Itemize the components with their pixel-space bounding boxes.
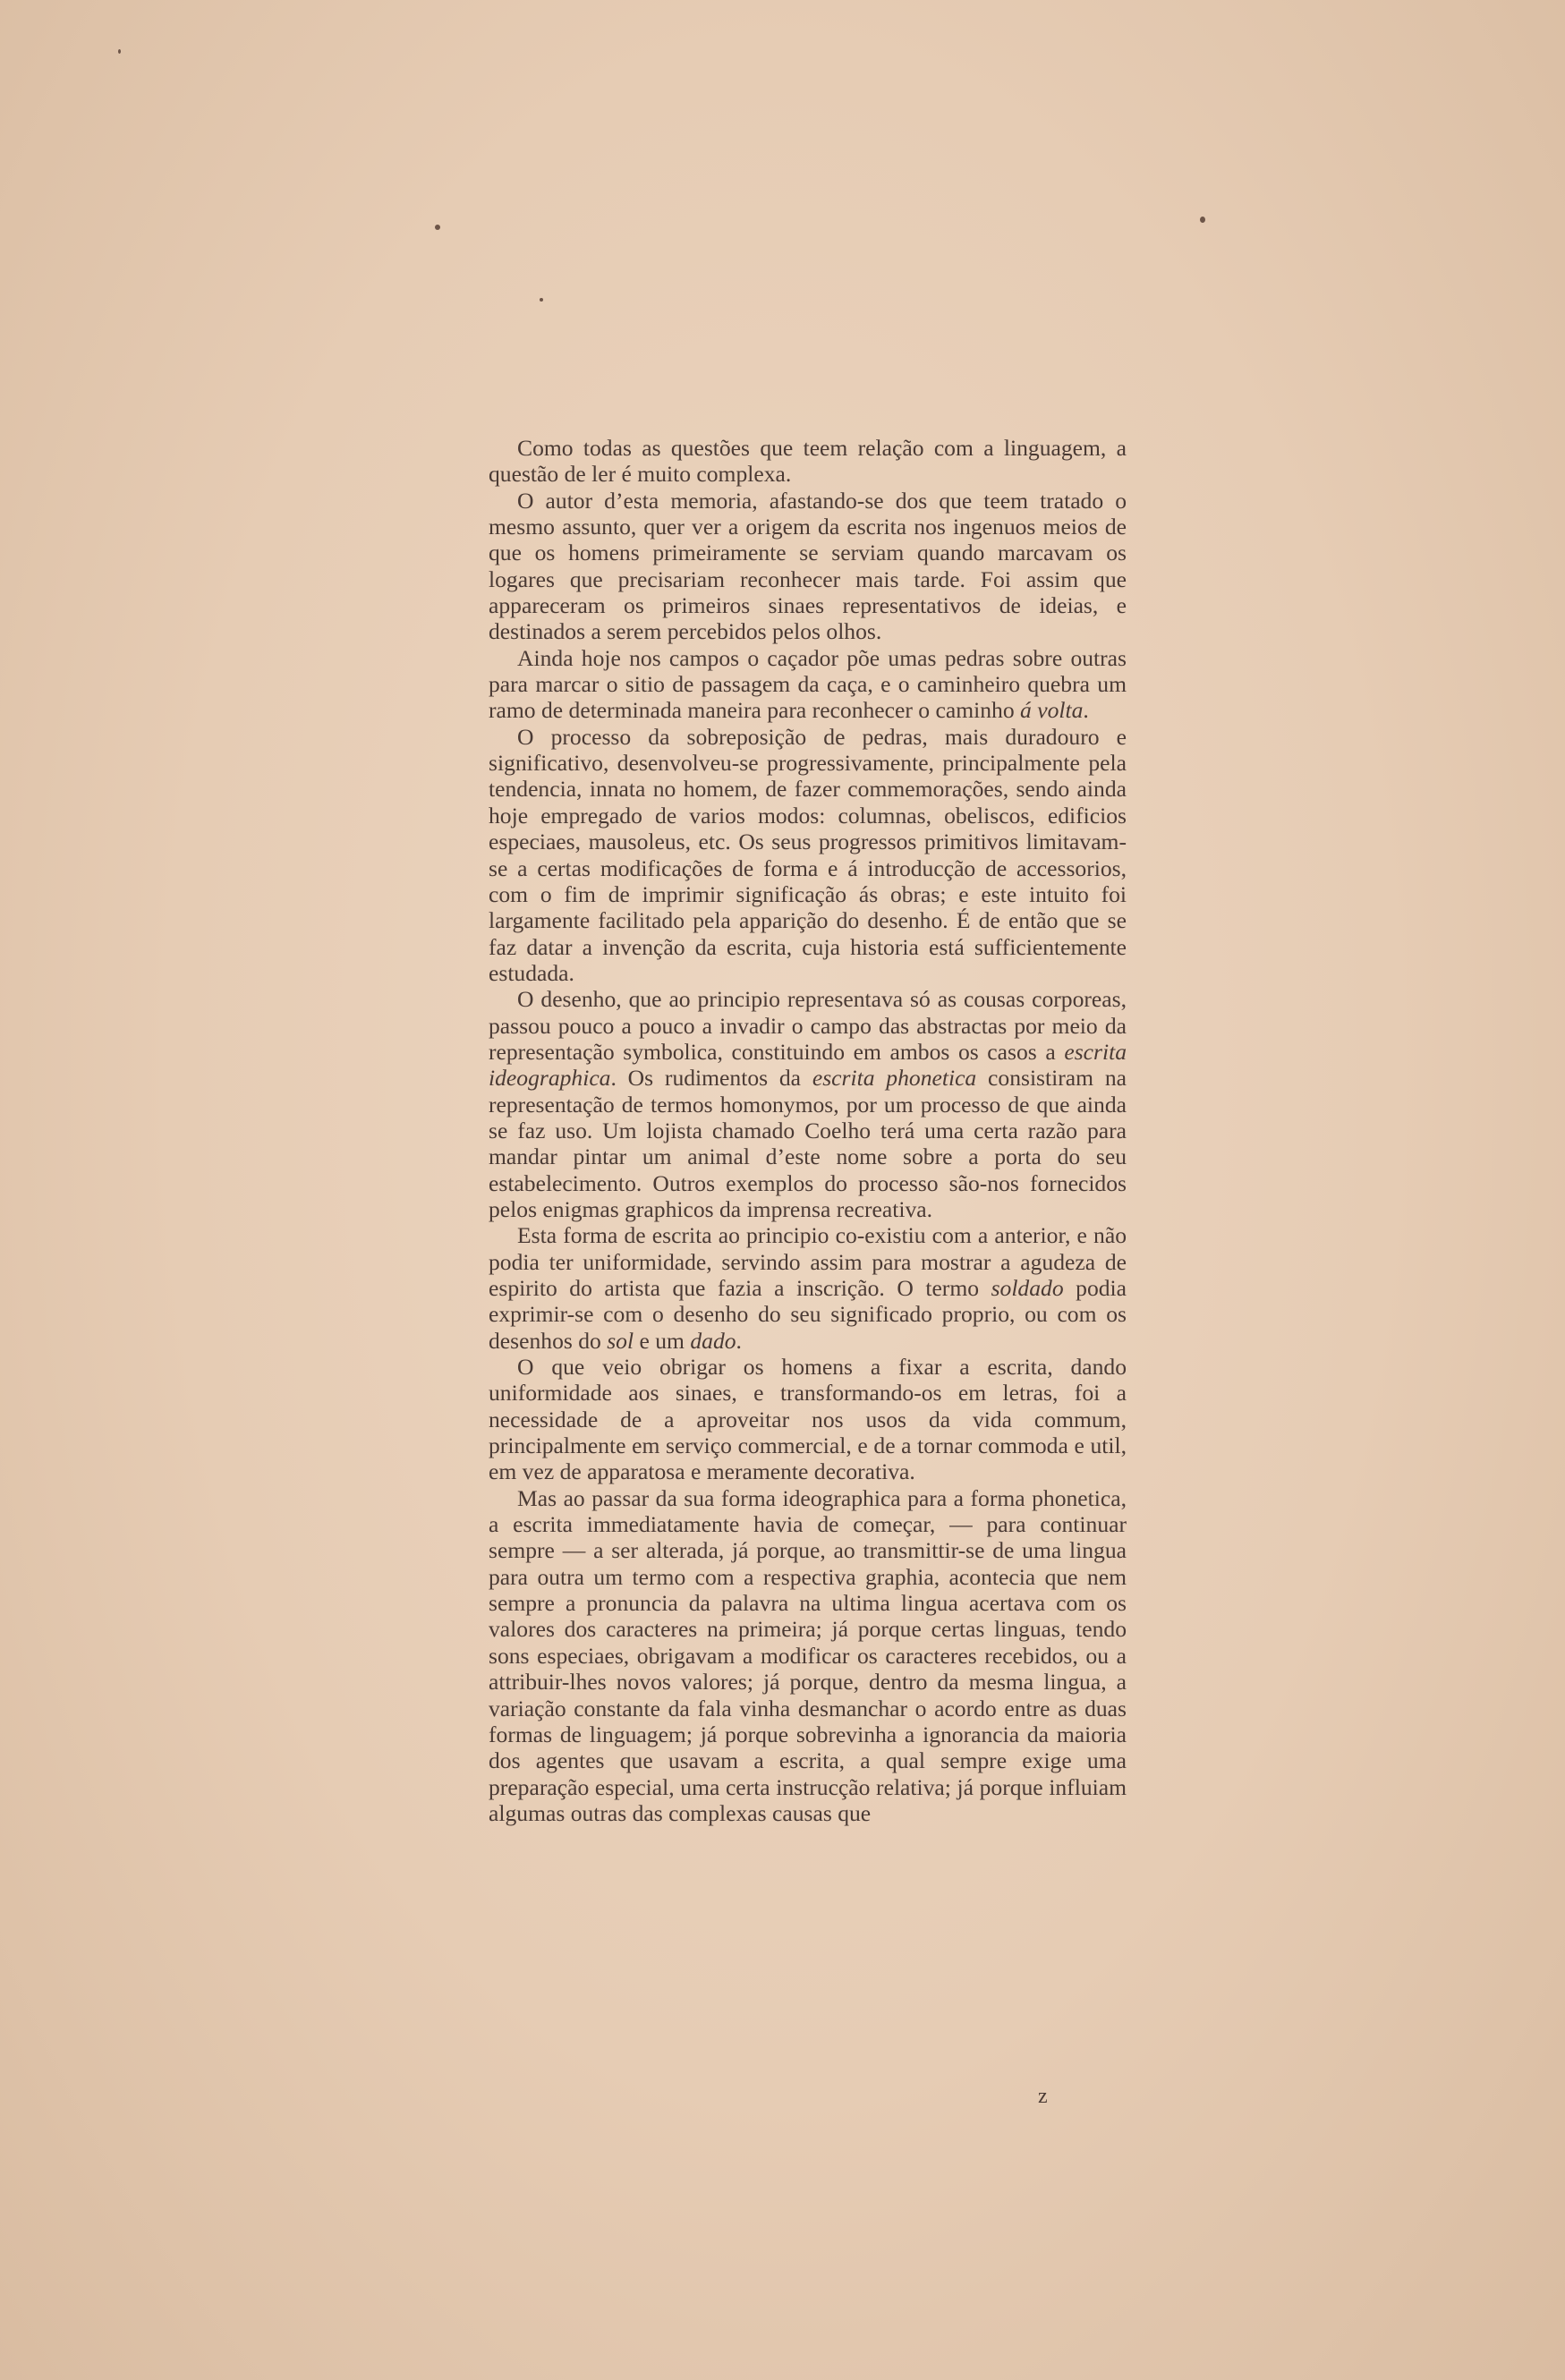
italic-term: dado xyxy=(690,1327,736,1354)
text-run: . xyxy=(736,1327,742,1354)
paragraph xyxy=(489,1222,1127,1354)
paper-speck xyxy=(118,49,121,54)
text-run: Como todas as questões que teem relação com a linguagem, a questão de ler é muito complexa. xyxy=(489,435,1127,488)
text-run: O autor d’esta memoria, afastando-se dos que teem tratado o mesmo assunto, quer ver a origem da escrita nos ingenuos meios de que os homens primeiramente se serviam quando marcavam os logares que precisariam reconhecer mais tarde. Foi assim que appareceram os primeiros sinaes representativos de ideias, e destinados a serem percebidos pelos olhos. xyxy=(489,487,1127,645)
paragraph xyxy=(489,986,1127,1222)
italic-term: soldado xyxy=(991,1275,1064,1301)
italic-term: sol xyxy=(607,1327,634,1354)
text-run: . xyxy=(1083,697,1089,724)
text-run: . Os rudimentos da xyxy=(610,1065,812,1092)
paragraph xyxy=(489,724,1127,986)
paper-speck xyxy=(1200,217,1205,223)
paragraph xyxy=(489,645,1127,724)
text-run: e um xyxy=(634,1327,691,1354)
text-run: Ainda hoje nos campos o caçador põe umas pedras sobre outras para marcar o sitio de passagem da caça, e o caminheiro quebra um ramo de determinada maneira para reconhecer o caminho xyxy=(489,644,1127,724)
text-run: Esta forma de escrita ao principio co-existiu com a anterior, e não podia ter uniformidade, servindo assim para mostrar a agudeza de espirito do artista que fazia a inscrição. O termo xyxy=(489,1222,1127,1301)
italic-term: escrita ideographica xyxy=(489,1038,1127,1092)
italic-term: á volta xyxy=(1020,697,1084,724)
text-run: consistiram na representação de termos homonymos, por um processo de que ainda se faz uso. Um lojista chamado Coelho terá uma certa razão para mandar pintar um animal d’este nome sobre a porta do seu estabelecimento. Outros exemplos do processo são-nos fornecidos pelos enigmas graphicos da imprensa recreativa. xyxy=(489,1065,1127,1222)
text-run: podia exprimir-se com o desenho do seu significado proprio, ou com os desenhos do xyxy=(489,1275,1127,1354)
page-signature: z xyxy=(1038,2085,1048,2108)
italic-term: escrita phonetica xyxy=(812,1065,977,1092)
text-run: Mas ao passar da sua forma ideographica para a forma phonetica, a escrita immediatamente havia de começar, — para continuar sempre — a ser alterada, já porque, ao transmittir-se de uma lingua para outra um termo com a respectiva graphia, acontecia que nem sempre a pronuncia da palavra na ultima lingua acertava com os valores dos caracteres na primeira; já porque certas linguas, tendo sons especiaes, obrigavam a modificar os caracteres recebidos, ou a attribuir-lhes novos valores; já porque, dentro da mesma lingua, a variação constante da fala vinha desmanchar o acordo entre as duas formas de linguagem; já porque sobrevinha a ignorancia da maioria dos agentes que usavam a escrita, a qual sempre exige uma preparação especial, uma certa instrucção relativa; já porque influiam algumas outras das complexas causas que xyxy=(489,1484,1127,1826)
paragraph xyxy=(489,1354,1127,1485)
paragraph xyxy=(489,488,1127,645)
body-text xyxy=(489,435,1127,1826)
text-run: O que veio obrigar os homens a fixar a escrita, dando uniformidade aos sinaes, e transformando-os em letras, foi a necessidade de a aproveitar nos usos da vida commum, principalmente em serviço commercial, e de a tornar commoda e util, em vez de apparatosa e meramente decorativa. xyxy=(489,1354,1127,1485)
text-run: O processo da sobreposição de pedras, mais duradouro e significativo, desenvolveu-se progressivamente, principalmente pela tendencia, innata no homem, de fazer commemorações, sendo ainda hoje empregado de varios modos: columnas, obeliscos, edificios especiaes, mausoleus, etc. Os seus progressos primitivos limitavam-se a certas modificações de forma e á introducção de accessorios, com o fim de imprimir significação ás obras; e este intuito foi largamente facilitado pela apparição do desenho. É de então que se faz datar a invenção da escrita, cuja historia está sufficientemente estudada. xyxy=(489,723,1127,986)
paragraph xyxy=(489,1485,1127,1826)
paper-speck xyxy=(435,225,440,230)
paragraph xyxy=(489,435,1127,488)
text-run: O desenho, que ao principio representava só as cousas corporeas, passou pouco a pouco a invadir o campo das abstractas por meio da representação symbolica, constituindo em ambos os casos a xyxy=(489,986,1127,1065)
paper-speck xyxy=(540,298,543,302)
